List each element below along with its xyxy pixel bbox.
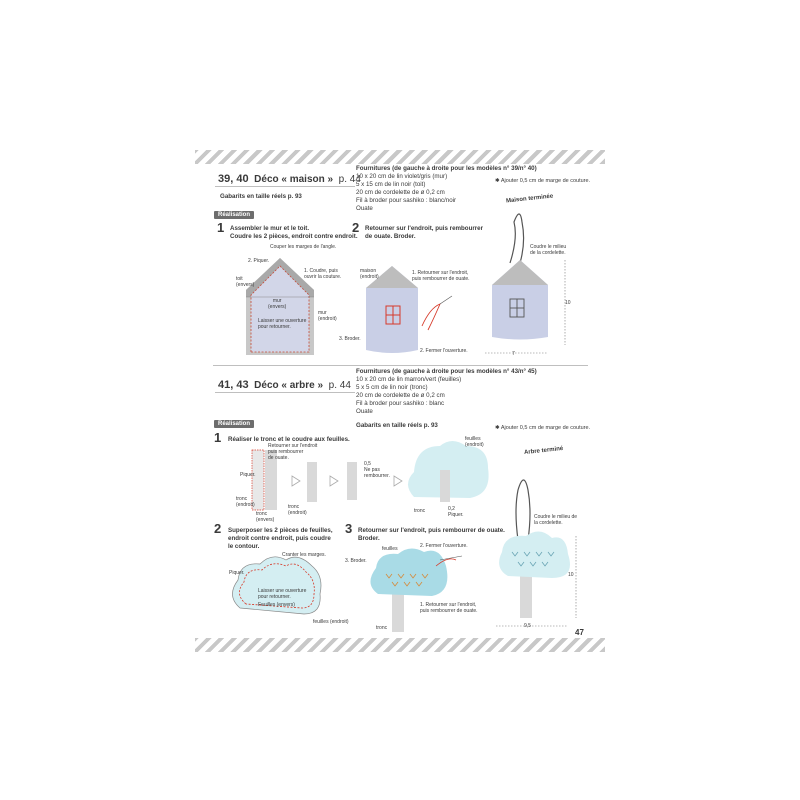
tree-supplies [356, 368, 537, 416]
tree2-label-feuilles-endroit: feuilles (endroit) [313, 619, 349, 625]
section-divider [213, 365, 588, 366]
tree-margin-note: ✱ Ajouter 0,5 cm de marge de couture. [495, 425, 591, 431]
tree-step1-number: 1 [214, 430, 222, 445]
house-finished-shape [485, 214, 565, 353]
tree3-label-fermer: 2. Fermer l'ouverture. [420, 543, 468, 549]
house-step2-line: de ouate. Broder. [365, 233, 416, 240]
house-supply-item: 10 x 20 cm de lin violet/gris (mur) [356, 173, 448, 180]
house-label-mur-envers: mur (envers) [268, 298, 287, 310]
tree1-label-retourner: Retourner sur l'endroit puis rembourrer de ouate. [268, 443, 318, 461]
tree-step2-line: Superposer les 2 pièces de feuilles, [228, 527, 333, 534]
tree-step1-cloud [408, 441, 489, 502]
tree1-label-tronc-endroit2: tronc (endroit) [288, 504, 307, 516]
tree2-label-cranter: Cranter les marges. [282, 552, 326, 558]
house-step1-line: Assembler le mur et le toit. [230, 225, 310, 232]
tree-realisation-badge: Réalisation [214, 420, 254, 428]
tree-supply-item: 20 cm de cordelette de ø 0,2 cm [356, 392, 445, 399]
house-finished-label: Maison terminée [505, 193, 554, 205]
page-number: 47 [575, 628, 584, 637]
tree-step2-line: le contour. [228, 543, 260, 550]
tree-supply-item: 5 x 5 cm de lin noir (tronc) [356, 384, 428, 391]
house-dim-width: 7 [512, 351, 515, 357]
tree-supplies-title: Fournitures (de gauche à droite pour les modèles n° 43/n° 45) [356, 368, 537, 375]
house-step2-line: Retourner sur l'endroit, puis rembourrer [365, 225, 484, 232]
tree-title-page: p. 44 [328, 380, 351, 391]
house2-label-fermer: 2. Fermer l'ouverture. [420, 348, 468, 354]
tree2-label-laisser: Laisser une ouverture pour retourner. [258, 588, 307, 600]
house-gabarit: Gabarits en taille réels p. 93 [220, 193, 302, 200]
tree-title [218, 379, 351, 391]
tree-supply-item: 10 x 20 cm de lin marron/vert (feuilles) [356, 376, 462, 383]
tree-title-number: 41, 43 [218, 379, 249, 391]
tree-step3-line: Broder. [358, 535, 380, 542]
house-supplies-title: Fournitures (de gauche à droite pour les modèles n° 39/n° 40) [356, 165, 537, 172]
tree-supply-item: Ouate [356, 408, 373, 415]
tree-finished-shape [496, 480, 576, 626]
tree3-label-broder: 3. Broder. [345, 558, 367, 564]
house-dim-height: 10 [565, 300, 571, 306]
house-step2-number: 2 [352, 220, 360, 235]
house-label-toit: toit (envers) [236, 276, 255, 288]
tree-title-underline [215, 392, 355, 393]
tree-step3-line: Retourner sur l'endroit, puis rembourrer de ouate. [358, 527, 505, 534]
tree2-label-feuilles-envers: Feuilles (envers) [258, 602, 295, 608]
tree3-label-tronc: tronc [376, 625, 388, 631]
tree1-label-tronc-endroit: tronc (endroit) [236, 496, 255, 508]
house-finished-note: Coudre le milieu de la cordelette. [530, 244, 567, 256]
house-step1-line: Coudre les 2 pièces, endroit contre endroit. [230, 233, 358, 240]
house-label-mur-endroit: mur (endroit) [318, 310, 337, 322]
tree-dim-height: 10 [568, 572, 574, 578]
tree1-label-piquer2: 0,2 Piquer. [448, 506, 464, 518]
tree-title-text: Déco « arbre » [254, 380, 324, 391]
house-supply-item: Ouate [356, 205, 373, 212]
house-title-text: Déco « maison » [254, 174, 334, 185]
tree-step3-shape [370, 548, 462, 632]
tree-step3-text [358, 527, 505, 543]
house-supply-item: 20 cm de cordelette de ø 0,2 cm [356, 189, 445, 196]
house-title-page: p. 44 [338, 174, 361, 185]
tree-step1-text: Réaliser le tronc et le coudre aux feuilles. [228, 436, 350, 443]
tree-step2-number: 2 [214, 521, 222, 536]
house-realisation-badge: Réalisation [214, 211, 254, 219]
house-step1-number: 1 [217, 220, 225, 235]
tree-step3-number: 3 [345, 521, 353, 536]
house-supply-item: 5 x 15 cm de lin noir (toit) [356, 181, 426, 188]
house2-label-retourner: 1. Retourner sur l'endroit, puis rembourrer de ouate. [412, 270, 470, 282]
tree1-label-piquer: Piquer. [240, 472, 256, 478]
tree1-label-feuilles: feuilles (endroit) [465, 436, 484, 448]
house2-label-broder: 3. Broder. [339, 336, 361, 342]
tree-finished-note: Coudre le milieu de la cordelette. [534, 514, 578, 526]
house-title-number: 39, 40 [218, 173, 249, 185]
tree1-label-tronc: tronc [414, 508, 426, 514]
house-label-laisser: Laisser une ouverture pour retourner. [258, 318, 307, 330]
tree-step2-line: endroit contre endroit, puis coudre [228, 535, 331, 542]
tree-dim-width: 9,5 [524, 623, 531, 629]
tree-finished-label: Arbre terminé [523, 445, 564, 457]
tree2-label-piquer: Piquer. [229, 570, 245, 576]
tree-gabarit: Gabarits en taille réels p. 93 [356, 422, 438, 429]
house-label-piquer: 2. Piquer. [248, 258, 270, 264]
house-label-cut: Couper les marges de l'angle. [270, 244, 337, 250]
tree-supply-item: Fil à broder pour sashiko : blanc [356, 400, 445, 407]
tree3-label-retourner: 1. Retourner sur l'endroit, puis rembourrer de ouate. [420, 602, 478, 614]
tree3-label-feuilles: feuilles [382, 546, 398, 552]
house-supply-item: Fil à broder pour sashiko : blanc/noir [356, 197, 457, 204]
tree1-label-ne-pas: 0,5 Ne pas rembourrer. [364, 461, 390, 479]
tree1-label-tronc-envers: tronc (envers) [256, 511, 275, 523]
tree-step2-text [228, 527, 333, 551]
house-margin-note: ✱ Ajouter 0,5 cm de marge de couture. [495, 178, 591, 184]
house-label-coudre: 1. Coudre, puis ouvrir la couture. [304, 268, 342, 280]
house2-label-maison: maison (endroit) [360, 268, 379, 280]
